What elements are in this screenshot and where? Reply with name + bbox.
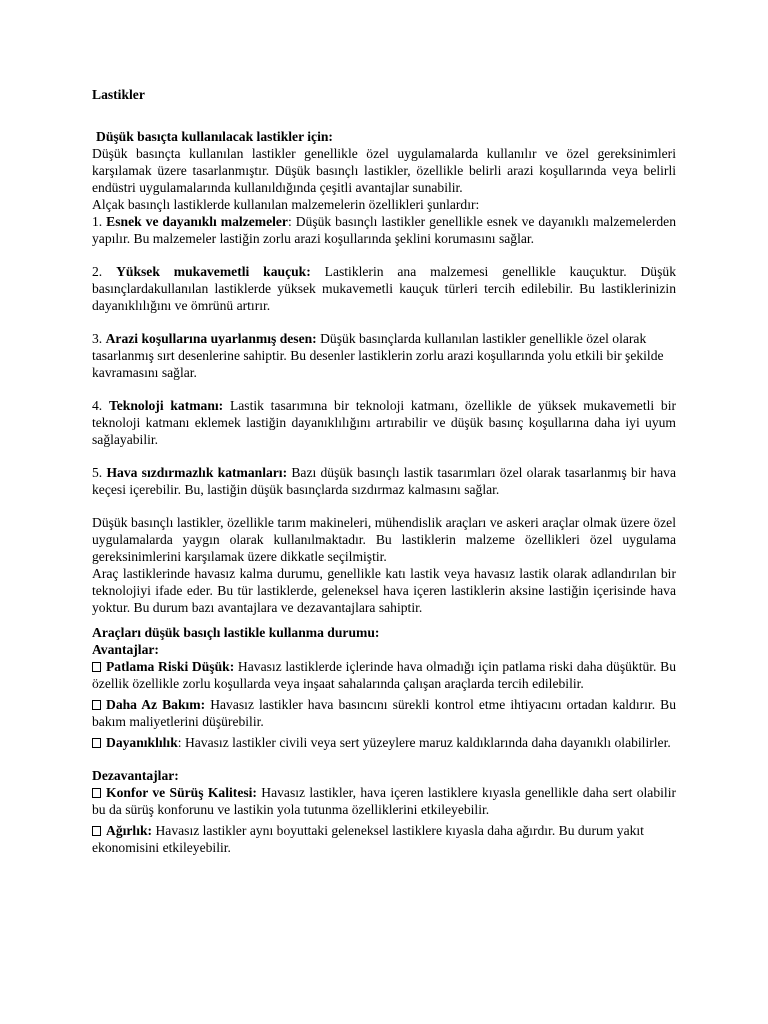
section-heading-low-pressure: Düşük basıçta kullanılacak lastikler için: [96, 129, 333, 144]
document-title: Lastikler [92, 87, 145, 102]
advantage-text: Havasız lastiklerde içlerinde hava olmadığı için patlama riski daha düşüktür. Bu özellik özellikle zorlu koşullarda veya inşaat sahalarında çalışan araçlarda tercih edilebilir. [92, 659, 677, 691]
list-item-bold: Hava sızdırmazlık katmanları: [106, 465, 288, 480]
checkbox-bullet-icon [92, 662, 101, 672]
list-item-3 [92, 330, 676, 381]
airless-paragraph: Araç lastiklerinde havasız kalma durumu, genellikle katı lastik veya havasız lastik olarak adlandırılan bir teknolojiyi ifade eder. Bu tür lastiklerde, geleneksel hava içeren lastiklerin aksine lastiğin içerisinde hava yoktur. Bu durum bazı avantajlara ve dezavantajlara sahiptir. [92, 566, 676, 615]
disadvantages-heading: Dezavantajlar: [92, 768, 179, 783]
disadvantage-text: Havasız lastikler aynı boyuttaki geleneksel lastiklere kıyasla daha ağırdır. Bu durum yakıt ekonomisini etkileyebilir. [92, 823, 644, 855]
checkbox-bullet-icon [92, 788, 101, 798]
advantage-item-3 [92, 734, 676, 751]
advantage-text: Havasız lastikler hava basıncını sürekli kontrol etme ihtiyacını ortadan kaldırır. Bu bakım maliyetlerini düşürebilir. [92, 697, 676, 729]
list-item-number: 1. [92, 214, 103, 229]
list-item-bold: Yüksek mukavemetli kauçuk: [116, 264, 311, 279]
advantage-item-1 [92, 658, 676, 692]
usage-paragraph: Düşük basınçlı lastikler, özellikle tarım makineleri, mühendislik araçları ve askeri araçlar olmak üzere özel uygulamalarda yaygın olarak kullanılmaktadır. Bu lastiklerin malzeme özellikleri özel uygulama gereksinimlerini karşılamak üzere dikkatle seçilmiştir. [92, 515, 676, 564]
advantage-bold: Patlama Riski Düşük: [106, 659, 235, 674]
list-item-text: Lastiklerin ana malzemesi genellikle kauçuktur. Düşük basınçlardakullanılan lastiklerde yüksek mukavemetli kauçuk türleri tercih edilebilir. Bu lastiklerinizin dayanıklılığını ve ömrünü artırır. [92, 264, 676, 313]
disadvantage-item-1 [92, 784, 676, 818]
list-item-text: Bazı düşük basınçlı lastik tasarımları özel olarak tasarlanmış bir hava keçesi içerebilir. Bu, lastiğin düşük basınçlarda sızdırmaz kalmasını sağlar. [92, 465, 676, 497]
advantages-heading: Avantajlar: [92, 642, 159, 657]
list-item-number: 3. [92, 331, 103, 346]
list-item-text: : Düşük basınçlı lastikler genellikle esnek ve dayanıklı malzemelerden yapılır. Bu malzemeler lastiğin zorlu arazi koşullarında şeklini korumasını sağlar. [92, 214, 676, 246]
checkbox-bullet-icon [92, 826, 101, 836]
advantage-bold: Dayanıklılık [106, 735, 178, 750]
disadvantage-bold: Konfor ve Sürüş Kalitesi: [106, 785, 257, 800]
list-item-number: 4. [92, 398, 103, 413]
advantage-bold: Daha Az Bakım: [106, 697, 206, 712]
list-item-text: Düşük basınçlarda kullanılan lastikler genellikle özel olarak tasarlanmış sırt desenlerine sahiptir. Bu desenler lastiklerin zorlu arazi koşullarında yolu etkili bir şekilde kavramasını sağlar. [92, 331, 664, 380]
disadvantage-bold: Ağırlık: [106, 823, 153, 838]
list-item-2 [92, 263, 676, 314]
advantage-item-2 [92, 696, 676, 730]
list-item-1 [92, 213, 676, 247]
checkbox-bullet-icon [92, 738, 101, 748]
section-heading-usage: Araçları düşük basıçlı lastikle kullanma durumu: [92, 625, 380, 640]
list-item-bold: Esnek ve dayanıklı malzemeler [106, 214, 288, 229]
intro-paragraph: Düşük basınçta kullanılan lastikler genellikle özel uygulamalarda kullanılır ve özel gereksinimleri karşılamak üzere tasarlanmıştır. Düşük basınçlı lastikler, özellikle belirli arazi koşullarında veya belirli endüstri uygulamalarında kullanıldığında çeşitli avantajlar sunabilir. [92, 146, 676, 195]
disadvantage-item-2 [92, 822, 676, 856]
checkbox-bullet-icon [92, 700, 101, 710]
list-item-text: Lastik tasarımına bir teknoloji katmanı, özellikle de yüksek mukavemetli bir teknoloji katmanı eklemek lastiğin dayanıklılığını artırabilir ve düşük basınç koşullarına daha iyi uyum sağlayabilir. [92, 398, 676, 447]
list-item-5 [92, 464, 676, 498]
list-item-4 [92, 397, 676, 448]
list-item-bold: Teknoloji katmanı: [108, 398, 224, 413]
list-item-bold: Arazi koşullarına uyarlanmış desen: [105, 331, 317, 346]
intro-paragraph-2: Alçak basınçlı lastiklerde kullanılan malzemelerin özellikleri şunlardır: [92, 197, 480, 212]
disadvantage-text: Havasız lastikler, hava içeren lastiklere kıyasla genellikle daha sert olabilir bu da sürüş konforunu ve lastikin yola tutunma özelliklerini etkileyebilir. [92, 785, 676, 817]
advantage-text: : Havasız lastikler civili veya sert yüzeylere maruz kaldıklarında daha dayanıklı olabilirler. [177, 735, 671, 750]
list-item-number: 2. [92, 264, 103, 279]
list-item-number: 5. [92, 465, 103, 480]
